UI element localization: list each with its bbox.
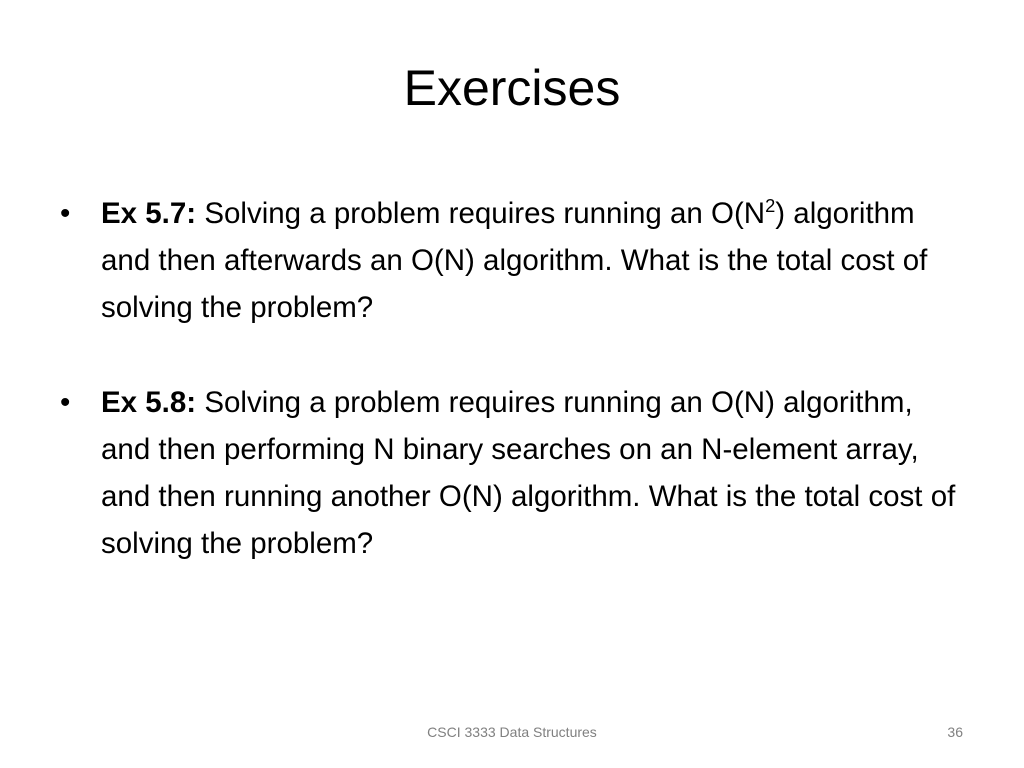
exercise-text: Solving a problem requires running an O(N <box>196 197 766 230</box>
bullet-item-ex-5-7 <box>60 190 965 331</box>
footer-page-number: 36 <box>947 724 963 740</box>
exponent-superscript: 2 <box>765 195 776 217</box>
footer-course-name: CSCI 3333 Data Structures <box>427 724 597 740</box>
exercise-label: Ex 5.7: <box>101 197 197 230</box>
bullet-dot-icon: • <box>60 386 71 419</box>
bullet-item-ex-5-8 <box>60 379 965 567</box>
slide-title: Exercises <box>403 60 621 116</box>
exercise-label: Ex 5.8: <box>101 386 197 419</box>
exercise-text-continued: ) algorithm and then afterwards an O(N) algorithm. What is the total cost of solving the problem? <box>101 197 928 324</box>
exercise-text: Solving a problem requires running an O(N) algorithm, and then performing N binary searches on an N-element array, and then running another O(N) algorithm. What is the total cost of solving the problem? <box>101 386 956 560</box>
bullet-dot-icon: • <box>60 197 71 230</box>
bullet-list <box>60 190 965 615</box>
